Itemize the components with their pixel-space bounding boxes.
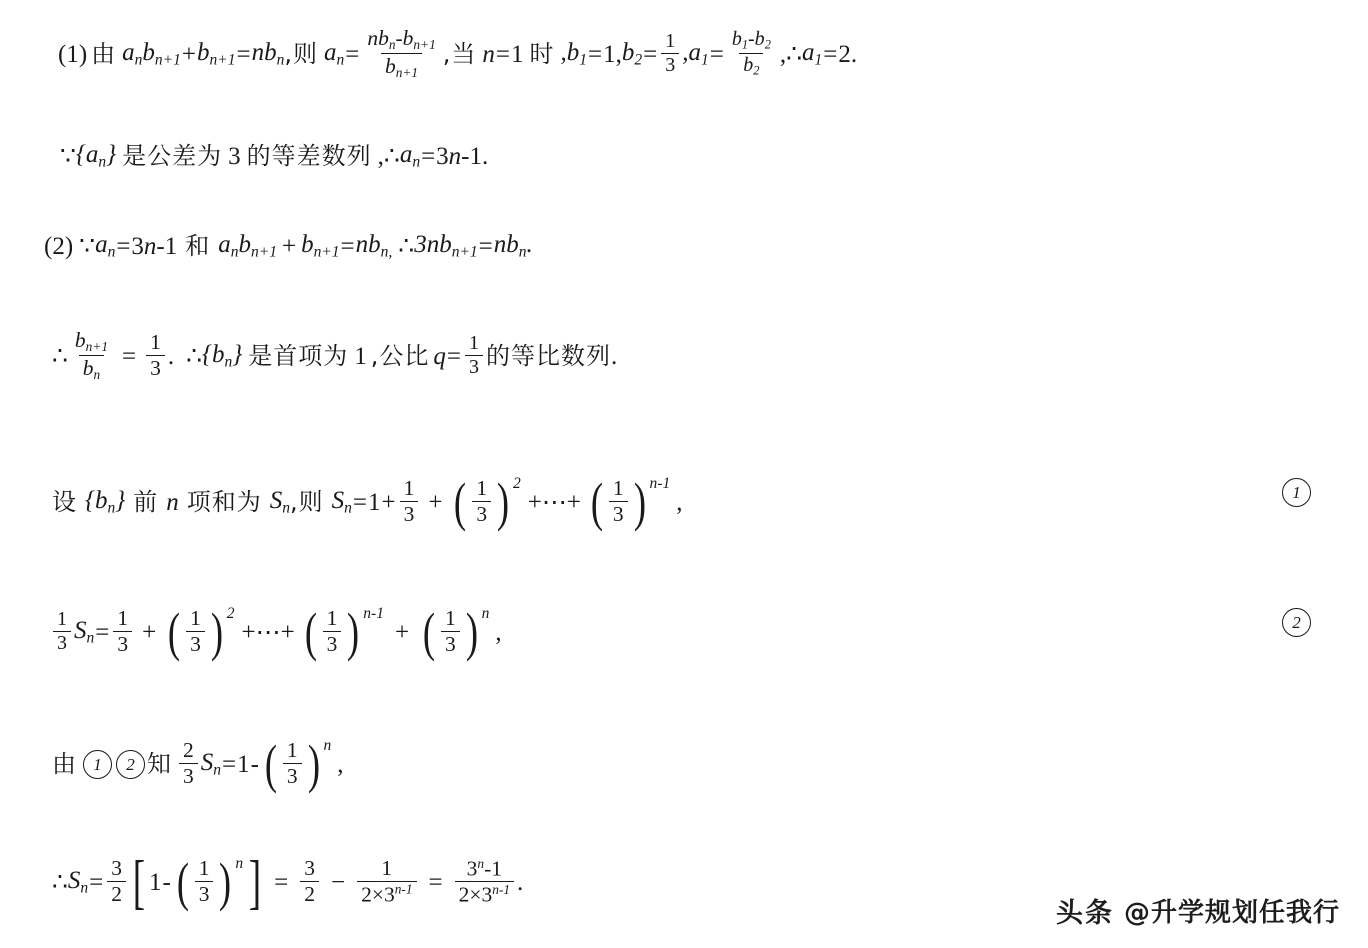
equals-18: = [274,868,289,896]
expr-anbn1-2: $a_nb_{n+1}$ [218,231,277,261]
den: 3 [146,355,165,380]
fraction-three-halves-1 [107,857,126,905]
period-2: . [611,342,618,370]
num-2: 2. [838,40,858,68]
exponent: n [481,605,490,622]
paren-left: ( [422,602,436,663]
equation-tag-1 [1280,478,1313,507]
plus-5: +⋯+ [527,488,581,516]
num-1b: 1, [603,40,622,68]
text-dengcha: 的等差数列 [246,142,372,171]
equals-6: = [709,40,724,68]
fraction-one-third-5 [53,609,71,654]
text-gongcha: 是公差为 [122,142,223,171]
den: 3 [195,881,214,906]
comma-1: , [676,488,683,516]
fraction [609,477,628,525]
solution-line-6 [50,602,502,663]
equals-13: = [446,342,461,370]
paren-right: ) [210,602,223,663]
num: 1 [117,606,129,630]
equals-16: = [222,750,237,778]
paren-right: ) [219,852,232,913]
fraction-one-third-3 [465,333,483,378]
expr-b1: $,b_1$ [560,39,587,70]
minus-1: - [250,750,259,778]
period-1: . [167,342,175,370]
comma-2: , [495,618,502,646]
power-one-third-n-1b [302,602,384,663]
expr-bn1: $b_{n+1}$ [196,39,236,70]
num: 1 [190,606,201,630]
den: 3 [113,631,132,656]
therefore-1: ,∴ [779,40,803,68]
den: 3 [400,501,419,526]
expr-nbn-2: $nb_{n,}$ [355,231,393,261]
expr-3nbn1: $3nb_{n+1}$ [414,231,478,261]
text-gongbi: ,公比 [370,342,430,371]
expr-a1b: $a_1$ [802,39,823,70]
den: 3 [53,631,71,654]
fraction-two-thirds [179,739,198,787]
num-1e: 1 [237,750,250,778]
expr-sn-2: $S_n$ [331,486,352,517]
expr-3n-1b: 3n-1 [131,232,178,260]
paren-left: ( [176,852,189,913]
plus-1: + [181,40,196,68]
paren-left: ( [264,734,277,795]
num: 3 [304,856,315,881]
paren-right: ) [496,472,510,533]
solution-line-7 [52,734,344,795]
paren-left: ( [590,472,604,533]
text-xianghewei: 项和为 [186,488,262,517]
fraction-an [363,27,439,80]
power-one-third-n-b [262,734,332,795]
circled-number-1: 1 [1282,478,1311,507]
exponent: n-1 [363,605,384,622]
plus-6: + [142,618,157,646]
fraction-numerator: $nb_n-b_{n+1}$ [367,26,436,52]
den: $2\times 3^{n-1}$ [357,881,416,906]
expr-3n-1: 3n-1. [436,142,489,170]
equals-9: = [116,232,131,260]
power-one-third-2b [165,602,235,663]
paren-right: ) [633,472,646,533]
num: 1 [403,476,415,500]
num: $b_1-b_2$ [731,28,771,52]
exponent: n [235,855,244,873]
text-ze-2: ,则 [290,488,324,517]
den: $b_n$ [79,355,104,382]
comma-3: , [337,750,344,778]
because-1: ∵ [60,142,76,170]
var-n-2: n [166,488,179,516]
fraction [195,857,214,905]
expr-b2: $b_2$ [621,39,643,70]
den: 3 [441,631,460,656]
set-an: $\{a_n\}$ [75,141,117,171]
equals-14: = [352,488,367,516]
text-ze: ,则 [284,40,318,69]
expr-an: $a_n$ [323,39,345,70]
expr-sn-4: $S_n$ [200,748,221,779]
solution-line-1 [58,28,857,81]
text-qian: 前 [133,488,159,517]
circled-number-1-ref: 1 [83,750,112,779]
den: 3 [609,501,628,526]
bracket-right: ] [248,848,262,915]
watermark [1056,891,1340,930]
equals-15: = [95,618,110,646]
expr-nbn-3: $nb_n$. [493,231,533,261]
paren-left: ( [168,602,181,663]
because-2: ∵ [79,232,96,260]
exponent: n [323,737,332,754]
var-q: q [433,342,446,370]
text-zhi: 知 [147,750,172,779]
text-she: 设 [52,488,77,517]
solution-line-8 [52,848,524,915]
den: $2\times 3^{n-1}$ [455,881,514,906]
text-you: 由 [91,40,117,69]
den: 3 [179,763,198,788]
solution-line-4 [52,330,617,383]
therefore-6: ∴ [52,868,68,896]
watermark-handle: @升学规划任我行 [1123,898,1340,928]
num: 1 [326,606,338,630]
den: 3 [186,631,205,656]
therefore-3: ∴ [398,232,415,260]
plus-7: +⋯+ [241,618,295,646]
expr-sn-5: $S_n$ [67,867,89,897]
exponent: 2 [513,475,521,492]
minus-3: − [330,868,346,896]
num: 1 [198,856,210,881]
paren-left: ( [304,602,317,663]
part-label-1: (1) [58,40,88,68]
equation-tag-2 [1280,608,1313,637]
paren-right: ) [465,602,478,663]
num: 1 [469,331,479,354]
fraction-one-third-6 [113,607,132,655]
num: 3$^n$-1 [466,856,502,881]
text-you-2: 由 [52,750,77,779]
den: 3 [661,53,679,76]
solution-line-3 [44,232,533,260]
num: 1 [286,738,298,762]
fraction-b1b2 [728,29,775,77]
num: 2 [183,738,194,762]
fraction-3n-1-over-2x3n1 [455,857,514,906]
therefore-5: ∴ [186,342,202,370]
expr-anbn1: $a_nb_{n+1}$ [122,39,181,70]
plus-2: + [281,232,297,260]
plus-3: + [381,488,396,516]
num: 3 [111,856,123,881]
minus-2: - [162,868,171,896]
paren-left: ( [454,472,467,533]
num: 1 [57,607,67,630]
power-one-third-2 [451,472,521,533]
den: 3 [323,631,342,656]
fraction [283,739,302,787]
num-1f: 1 [149,868,162,896]
den: 3 [472,501,491,526]
expr-an-3: $a_n$ [95,231,116,261]
text-he: 和 [185,232,211,261]
den: 3 [283,763,302,788]
fraction [323,607,342,655]
fraction-three-halves-2 [300,857,319,905]
power-one-third-n-1 [588,472,671,533]
toutiao-logo: 头条 [1055,898,1114,929]
num-1c: 1 [354,342,367,370]
num-3: 3 [228,142,241,170]
num-1: 1 [510,40,524,68]
fraction-denominator: $b_{n+1}$ [381,53,422,80]
den: 2 [300,881,319,906]
num: 1 [612,476,624,500]
fraction-one-over-2x3n1 [357,857,416,905]
exponent: 2 [226,605,235,622]
den: 3 [465,355,483,378]
num: 1 [444,606,456,630]
fraction-one-third-4 [400,477,419,525]
text-shouxiang: 是首项为 [248,342,349,371]
num: 1 [150,330,161,355]
equals-5: = [643,40,658,68]
num: $b_{n+1}$ [74,328,108,354]
fraction [186,607,205,655]
num: 1 [476,476,488,500]
expr-bn1-2: $b_{n+1}$ [301,231,340,261]
part-label-2: (2) [44,232,74,260]
therefore-2: ,∴ [377,142,400,170]
equals-4: = [587,40,603,68]
circled-number-2: 2 [1282,608,1311,637]
set-bn-2: $\{b_n\}$ [85,486,126,517]
circled-number-2-ref: 2 [116,750,145,779]
fraction-one-third-2 [146,331,165,379]
plus-4: + [428,488,443,516]
text-dengbi: 的等比数列 [486,342,611,371]
set-bn: $\{b_n\}$ [202,341,243,372]
power-one-third-n-c [174,852,244,913]
therefore-4: ∴ [52,342,68,370]
equals-1: = [236,40,251,68]
equals-17: = [89,868,104,896]
fraction [441,607,460,655]
plus-8: + [394,618,410,646]
expr-sn-3: $S_n$ [74,616,95,647]
expr-nbn: $nb_n$ [251,39,285,70]
text-shi: 时 [529,40,555,69]
expr-sn: $S_n$ [269,486,290,517]
var-n: n [482,40,495,68]
fraction [472,477,491,525]
equals-11: = [478,232,493,260]
equals-12: = [121,342,137,370]
bracket-left: [ [132,848,146,915]
equals-7: = [823,40,838,68]
den: 2 [107,881,126,906]
expr-an-2: $a_n$ [399,141,421,171]
equals-19: = [428,868,443,896]
power-one-third-n [420,602,490,663]
equals-10: = [340,232,355,260]
fraction-one-third-1 [661,31,679,76]
solution-line-2 [60,142,488,170]
expr-a1: $,a_1$ [682,39,709,70]
equals-3: = [495,40,510,68]
paren-right: ) [347,602,360,663]
den: $b_2$ [739,53,763,78]
solution-line-5 [52,472,683,533]
paren-right: ) [307,734,320,795]
num: 1 [381,856,393,881]
fraction-bn1-bn [71,329,112,382]
period-3: . [517,868,524,896]
equals-8: = [421,142,436,170]
num: 1 [665,29,676,52]
text-dang: ,当 [442,40,477,69]
equals-2: = [345,40,360,68]
exponent: n-1 [649,475,671,492]
num-1d: 1 [368,488,381,516]
